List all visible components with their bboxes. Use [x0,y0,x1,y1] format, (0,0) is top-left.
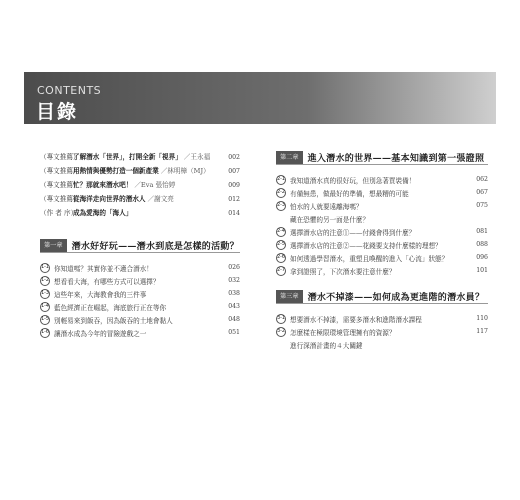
toc-entry[interactable] [276,225,488,238]
section-number-badge: 2-4 [276,227,286,237]
page-number: 101 [476,267,488,274]
chapter-badge: 第三章 [276,290,303,303]
recommendation-tag: （專文推薦） [40,181,80,189]
header-band [24,72,496,124]
section-number-badge: 1-3 [40,289,50,299]
section-number-badge: 1-5 [40,315,50,325]
page-number: 075 [476,202,488,209]
section-number-badge: 2-6 [276,253,286,263]
recommendation-title: 忙？那就來潛水吧！ [73,181,133,189]
section-number-spacer [276,340,286,350]
entry-title: 你知道嗎？其實你並不適合潛水！ [54,264,153,273]
toc-entry[interactable] [40,313,240,326]
recommendation-tag: （專文推薦） [40,195,80,203]
page-number: 043 [228,303,240,310]
page-number: 014 [228,210,240,217]
entry-title: 怕水的人就要遠離海嗎？ [290,202,363,211]
entry-title: 選擇潛水店的注意②——花錢要支持什麼樣的理想？ [290,241,442,250]
right-column [276,150,488,351]
toc-entry[interactable] [276,251,488,264]
section-number-badge: 2-1 [276,175,286,185]
page-number: 117 [476,328,488,335]
section-number-badge: 2-7 [276,266,286,276]
toc-entry[interactable] [40,287,240,300]
recommendation-title: 成為愛海的「海人」 [73,209,133,217]
entry-title: 如何透過學習潛水，重塑且喚醒的進入「心流」狀態？ [290,254,449,263]
toc-entry[interactable] [40,326,240,339]
toc-entry[interactable] [276,312,488,325]
toc-entry[interactable] [276,173,488,186]
entry-title: 進行深潛計畫的４大關鍵 [290,341,363,350]
section-number-badge: 1-1 [40,263,50,273]
recommendation-tag: （專文推薦） [40,167,80,175]
recommendation-item[interactable] [40,192,240,206]
section-number-badge: 1-4 [40,302,50,312]
page-number: 096 [476,254,488,261]
section-number-badge: 2-2 [276,188,286,198]
toc-entry[interactable] [276,186,488,199]
section-number-badge: 1-6 [40,328,50,338]
page-number: 012 [228,196,240,203]
section-number-badge: 2-3 [276,201,286,211]
page-number: 007 [228,168,240,175]
recommendation-item[interactable] [40,164,240,178]
chapter-title: 潛水好好玩——潛水到底是怎樣的活動？ [71,241,239,252]
page-number: 081 [476,228,488,235]
chapter-heading[interactable] [276,150,488,165]
page-number: 048 [228,316,240,323]
page-number: 038 [228,290,240,297]
entry-title: 我知道潛水真的很好玩，但別急著買裝備！ [290,176,416,185]
section-number-badge: 3-2 [276,327,286,337]
toc-entry[interactable] [276,325,488,338]
page-number: 062 [476,176,488,183]
entry-title: 選擇潛水店的注意①——付錢會得到什麼？ [290,228,416,237]
recommendation-title: 用熱情與優勢打造一個新產業 [73,167,159,175]
toc-entry[interactable] [276,238,488,251]
chapter-title: 進入潛水的世界——基本知識到第一張證照 [307,153,485,164]
toc-entry[interactable] [276,264,488,277]
entry-title: 怎麼樣在極限環境管理擁有的資源？ [290,328,396,337]
recommendation-title: 了解潛水「世界」，打開全新「視界」 [73,153,182,161]
toc-entry-continuation[interactable] [276,338,488,351]
section-number-badge: 3-1 [276,314,286,324]
entry-title: 讓潛水成為今年的冒險遊戲之一 [54,329,147,338]
page-title: 目錄 [36,101,79,123]
toc-entry[interactable] [40,300,240,313]
chapter-badge: 第二章 [276,151,303,164]
contents-label: CONTENTS [37,84,102,97]
entry-title: 別輕易來到飯吞，因為飯吞的土地會黏人 [54,316,173,325]
entry-title: 藍色經濟正在崛起，海底旅行正在等你 [54,303,167,312]
recommendation-author: ／林明樟（MJ） [160,167,210,175]
page-number: 067 [476,189,488,196]
recommendation-author: ／Eva 張怡婷 [134,181,176,189]
chapter-badge: 第一章 [40,239,67,252]
page-number: 032 [228,277,240,284]
toc-entry[interactable] [276,199,488,212]
chapter-heading[interactable] [276,289,488,304]
entry-title: 藏在恐懼的另一面是什麼？ [290,215,370,224]
recommendation-item[interactable] [40,150,240,164]
left-column [40,150,240,339]
page-number: 002 [228,154,240,161]
entry-title: 這些年來，大海教會我的三件事 [54,290,147,299]
recommendation-tag: （專文推薦） [40,153,80,161]
page-number: 009 [228,182,240,189]
recommendation-title: 從海洋走向世界的潛水人 [73,195,146,203]
toc-entry-continuation[interactable] [276,212,488,225]
recommendation-author: ／謝文亮 [147,195,174,203]
recommendation-item[interactable] [40,206,240,220]
recommendation-item[interactable] [40,178,240,192]
toc-entry[interactable] [40,261,240,274]
page-number: 110 [476,315,488,322]
toc-entry[interactable] [40,274,240,287]
chapter-title: 潛水不掉漆——如何成為更進階的潛水員？ [307,292,485,303]
entry-title: 想看看大海，有哪些方式可以選擇？ [54,277,160,286]
entry-title: 想要潛水不掉漆，需要多潛水和進階潛水課程 [290,315,422,324]
page-number: 088 [476,241,488,248]
section-number-badge: 2-5 [276,240,286,250]
chapter-heading[interactable] [40,238,240,253]
recommendation-author: ／王永福 [183,153,211,161]
recommendation-tag: （作 者 序） [40,209,78,217]
entry-title: 有備無患，做最好的準備，想最糟的可能 [290,189,409,198]
page-number: 051 [228,329,240,336]
section-number-spacer [276,214,286,224]
entry-title: 拿到證照了，下次潛水要注意什麼？ [290,267,396,276]
page-number: 026 [228,264,240,271]
section-number-badge: 1-2 [40,276,50,286]
